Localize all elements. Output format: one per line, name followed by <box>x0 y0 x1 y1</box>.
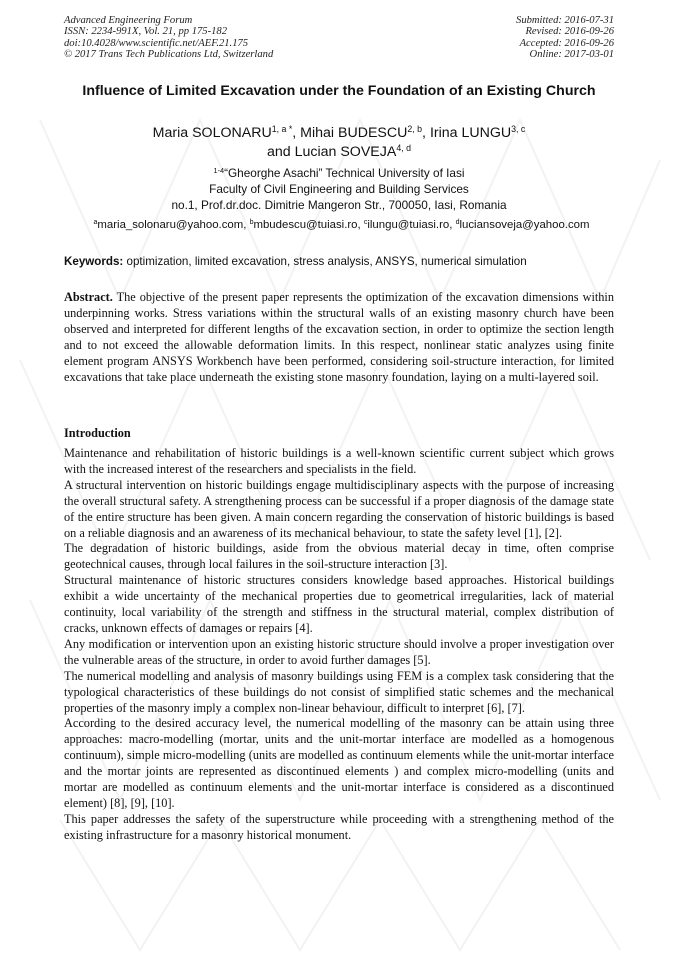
journal-name: Advanced Engineering Forum <box>64 15 193 26</box>
email-list: $^a$maria_solonaru@yahoo.com, $^b$mbudescu@tuiasi.ro, $^c$ilungu@tuiasi.ro, $^d$luciansoveja@yahoo.com <box>93 219 590 231</box>
affiliation-university: $^{1-4}$“Gheorghe Asachi” Technical University of Iasi <box>213 165 465 180</box>
affiliation-faculty: Faculty of Civil Engineering and Building Services <box>209 182 469 196</box>
body-paragraph: The degradation of historic buildings, aside from the obvious material decay in time, often comprise geotechnical causes, through local failures in the soil-structure interaction [3]. <box>64 541 614 572</box>
author-affiliation-mark: 4, d <box>396 143 412 154</box>
author-list <box>64 124 614 162</box>
authors-line-1: Maria $SOLONARU^{1, a *}$, Mihai BUDESCU$^{2, b}$, Irina LUNGU$^{3, c}$ <box>152 124 526 141</box>
affiliation-block <box>64 165 614 213</box>
authors-line-2 <box>64 143 614 162</box>
author-conjunction: and <box>266 144 291 160</box>
body-paragraph: According to the desired accuracy level, the numerical modelling of the masonry can be attain using three approaches: macro-modelling (mortar, units and the unit-mortar interface are modelled as a homogenous continuum), simple micro-modelling (units are modelled as continuum elements while the unit-mortar interface and the mortar joints are represented as discontinued elements ) and complex micro-modelling (units and mortar are modelled as continuum elements and the unit-mortar interface is considered as a discontinued element) [8], [9], [10]. <box>64 716 614 810</box>
email-link[interactable]: maria_solonaru@yahoo.com <box>97 219 244 231</box>
paper-title: Influence of Limited Excavation under the Foundation of an Existing Church <box>82 83 596 99</box>
copyright-line: © 2017 Trans Tech Publications Ltd, Switzerland <box>64 49 274 61</box>
body-paragraph: Structural maintenance of historic structures considers knowledge based approaches. Historical buildings exhibit a wide uncertainty of the mechanical properties due to geometrical irregularities, lack of material continuity, local variability of the strength and stiffness in the structural material, complex distribution of cracks, unknown effects of damages or repairs [4]. <box>64 573 614 635</box>
abstract-label: Abstract. <box>64 290 113 304</box>
abstract-text: The objective of the present paper represents the optimization of the excavation dimensions within underpinning works. Stress variations within the structural walls of an existing masonry church have been observed and interpreted for different lengths of the excavation section, in order to optimize the section length and to not exceed the allowable deformation limits. In this respect, nonlinear static analyzes using finite element program ANSYS Workbench have been performed, considering soil-structure interaction, for limited excavations that take place underneath the existing stone masonry foundation, laying on a multi-layered soil. <box>64 290 614 384</box>
issn-line: ISSN: 2234-991X, Vol. 21, pp 175-182 <box>64 26 228 38</box>
email-mark: a <box>93 219 98 227</box>
author-name: Mihai BUDESCU <box>300 125 408 141</box>
affiliation-address: no.1, Prof.dr.doc. Dimitrie Mangeron Str., 700050, Iasi, Romania <box>171 198 507 212</box>
author-name: Lucian SOVEJA <box>294 144 397 160</box>
keywords-label: Keywords: <box>64 255 124 268</box>
body-paragraph: Maintenance and rehabilitation of historic buildings is a well-known scientific current subject which grows with the increased interest of the researchers and specialists in the field. <box>64 446 614 476</box>
keywords-text: optimization, limited excavation, stress analysis, ANSYS, numerical simulation <box>126 255 527 268</box>
body-paragraph: A structural intervention on historic buildings engage multidisciplinary aspects with the purpose of increasing the overall structural safety. A strengthening process can be successful if a proper diagnosis of the damage state of the entire structure has been given. A main concern regarding the conservation of historic buildings is based on a reliable diagnosis and an awareness of its mechanical behaviour, to state the safety level [1], [2]. <box>64 477 614 540</box>
submitted-date: Submitted: 2016-07-31 <box>516 15 614 26</box>
accepted-date: Accepted: 2016-09-26 <box>519 37 614 49</box>
revised-date: Revised: 2016-09-26 <box>525 26 614 38</box>
introduction-heading: Introduction <box>64 426 131 440</box>
online-date: Online: 2017-03-01 <box>529 49 614 61</box>
author-name: Maria SOLONARU <box>152 125 272 141</box>
author-name: Irina LUNGU <box>429 125 512 141</box>
body-paragraph: Any modification or intervention upon an existing historic structure should involve a proper investigation over the vulnerable areas of the structure, in order to avoid further damages [5]. <box>64 636 614 667</box>
author-affiliation-mark: 1, a * <box>271 124 293 135</box>
email-mark: c <box>363 219 368 227</box>
author-affiliation-mark: 2, b <box>407 124 423 135</box>
author-affiliation-mark: 3, c <box>511 124 526 135</box>
journal-info <box>64 15 273 61</box>
email-mark: b <box>249 219 254 227</box>
introduction-body <box>64 446 614 844</box>
email-link[interactable]: mbudescu@tuiasi.ro <box>253 219 358 231</box>
email-link[interactable]: luciansoveja@yahoo.com <box>459 219 590 231</box>
abstract-paragraph <box>64 290 614 385</box>
email-mark: d <box>455 219 460 227</box>
keywords-line <box>64 254 619 270</box>
affiliation-mark: 1-4 <box>213 165 225 175</box>
submission-dates <box>516 15 614 61</box>
body-paragraph: This paper addresses the safety of the superstructure while proceeding with a strengthening method of the existing infrastructure for a masonry historical monument. <box>64 811 614 842</box>
doi-line: doi:10.4028/www.scientific.net/AEF.21.175 <box>64 37 249 49</box>
email-link[interactable]: ilungu@tuiasi.ro <box>367 219 450 231</box>
body-paragraph: The numerical modelling and analysis of masonry buildings using FEM is a complex task considering that the typological characteristics of these buildings do not consist of simplified static schemes and the mechanical properties of the masonry imply a complex non-linear behaviour, difficult to interpret [6], [7]. <box>64 668 614 715</box>
